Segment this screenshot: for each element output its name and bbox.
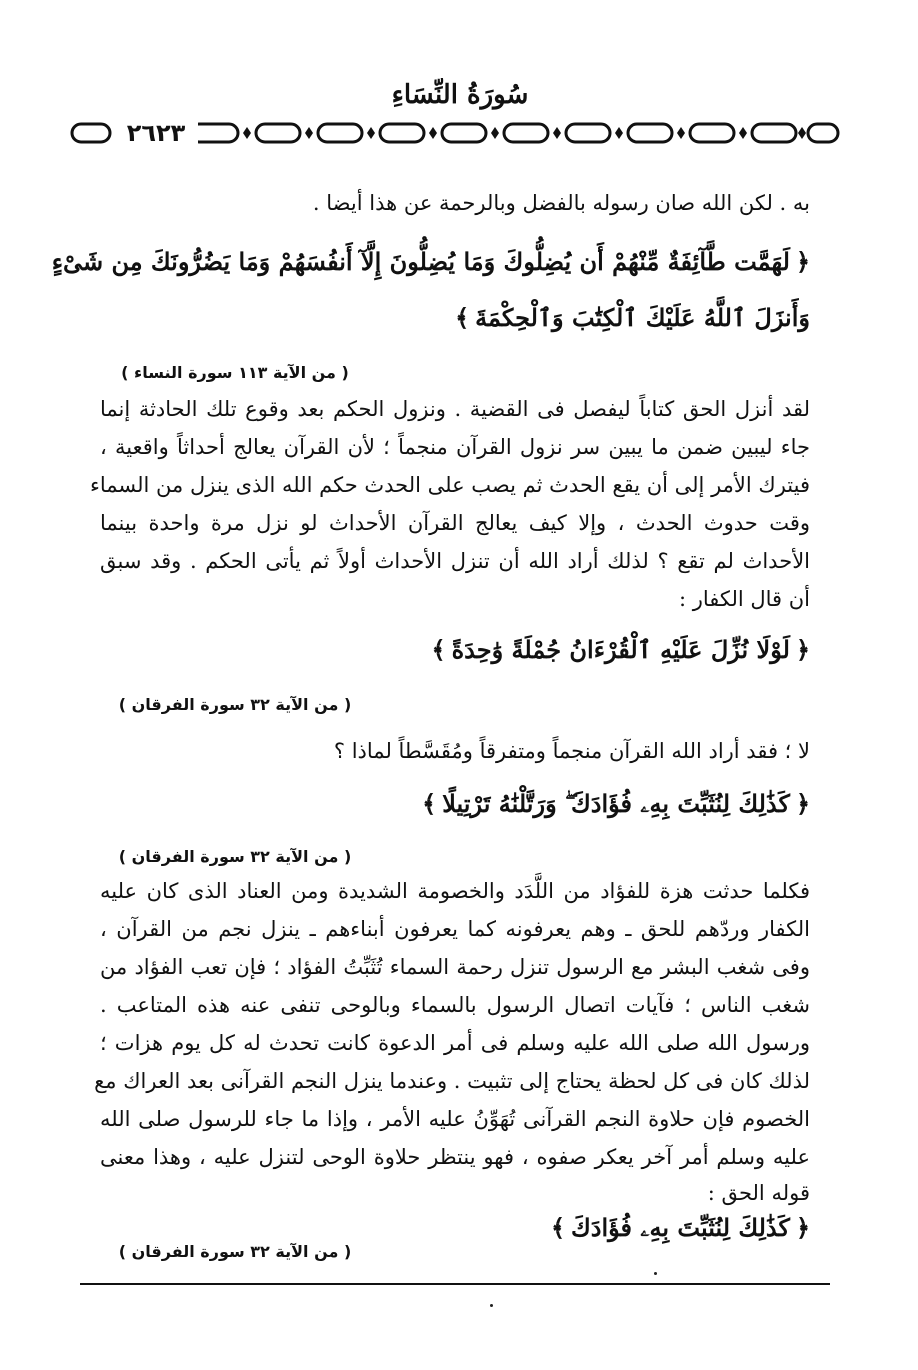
surah-title: سُورَةُ النِّسَاءِ: [391, 80, 529, 110]
verse-4-text: كَذَٰلِكَ لِنُثَبِّتَ بِهِۦ فُؤَادَكَ: [571, 1213, 790, 1242]
paragraph-2-line: الكفار وردّهم للحق ـ وهم يعرفونه كما يعرفون أبناءهم ـ ينزل نجم من القرآن ،: [100, 917, 810, 941]
verse-1-line-1: [51, 242, 810, 282]
verse-3-text: كَذَٰلِكَ لِنُثَبِّتَ بِهِۦ فُؤَادَكَ ۖ وَرَتَّلْنَٰهُ تَرْتِيلًا: [442, 789, 790, 818]
paragraph-1-line: أن قال الكفار :: [678, 587, 810, 611]
header-border: [70, 118, 840, 148]
paragraph-2-line: شغب الناس ؛ فآيات اتصال الرسول بالسماء وبالوحى تنفى عنه هذه المتاعب .: [100, 993, 810, 1017]
answer-line: لا ؛ فقد أراد الله القرآن منجماً ومتفرقاً ومُقَسَّطاً لماذا ؟: [333, 739, 810, 763]
speck-dot: [654, 1272, 657, 1275]
paragraph-1-line: فيترك الأمر إلى أن يقع الحدث ثم يصب على الحدث حكم الله الذى ينزل من السماء: [90, 473, 810, 497]
verse-close-bracket: [432, 635, 452, 664]
paragraph-2-line: ورسول الله صلى الله عليه وسلم فى أمر الدعوة كانت تحدث له كل يوم هزات ؛: [100, 1031, 810, 1055]
footer-rule: [80, 1283, 830, 1285]
verse-3-reference: ( من الآية ٣٢ سورة الفرقان ): [118, 847, 352, 866]
paragraph-2-line: وفى شغب البشر مع الرسول تنزل رحمة السماء تُثَبِّتُ الفؤاد ؛ فإن تعب الفؤاد من: [100, 955, 810, 979]
verse-open-bracket: [790, 1213, 810, 1242]
paragraph-2-line: الخصوم فإن حلاوة النجم القرآنى تُهَوِّنُ عليه الأمر ، وإذا ما جاء للرسول صلى الله: [100, 1107, 810, 1131]
paragraph-2-line: عليه وسلم أمر آخر يعكر صفوه ، فهو ينتظر حلاوة الوحى لتنزل عليه ، وهذا معنى: [100, 1145, 810, 1169]
paragraph-1-line: الأحداث لم تقع ؟ لذلك أراد الله أن تنزل الأحداث أولاً ثم يأتى الحكم . وقد سبق: [100, 549, 810, 573]
verse-1-text-2: وَأَنزَلَ ٱللَّهُ عَلَيْكَ ٱلْكِتَٰبَ وَٱلْحِكْمَةَ: [475, 303, 810, 332]
paragraph-2-line: قوله الحق :: [707, 1181, 810, 1205]
page-number: ٢٦٢٣: [114, 118, 198, 148]
verse-close-bracket: [422, 789, 442, 818]
speck-dot: [490, 1304, 493, 1307]
verse-2-reference: ( من الآية ٣٢ سورة الفرقان ): [118, 695, 352, 714]
verse-1-line-2: [150, 298, 810, 338]
paragraph-1-line: لقد أنزل الحق كتاباً ليفصل فى القضية . ونزول الحكم بعد وقوع تلك الحادثة إنما: [100, 397, 810, 421]
paragraph-2-line: لذلك كان فى كل لحظة يحتاج إلى تثبيت . وعندما ينزل النجم القرآنى بعد العراك مع: [94, 1069, 810, 1093]
intro-line: به . لكن الله صان رسوله بالفضل وبالرحمة عن هذا أيضا .: [312, 191, 810, 215]
verse-close-bracket: [455, 303, 475, 332]
verse-1-text-1: لَهَمَّت طَّآئِفَةٌ مِّنْهُمْ أَن يُضِلُّوكَ وَمَا يُضِلُّونَ إِلَّآ أَنفُسَهُمْ وَمَا يَضُرُّونَكَ مِن شَىْءٍ: [51, 247, 790, 276]
paragraph-1-line: جاء ليبين ضمن ما يبين سر نزول القرآن منجماً ؛ لأن القرآن يعالج أحداثاً واقعية ،: [100, 435, 810, 459]
verse-open-bracket: [790, 247, 810, 276]
verse-2-text: لَوْلَا نُزِّلَ عَلَيْهِ ٱلْقُرْءَانُ جُمْلَةً وَٰحِدَةً: [451, 635, 790, 664]
verse-close-bracket: [551, 1213, 571, 1242]
verse-open-bracket: [790, 635, 810, 664]
verse-4-reference: ( من الآية ٣٢ سورة الفرقان ): [118, 1242, 352, 1261]
verse-3: [150, 784, 810, 824]
paragraph-2-line: فكلما حدثت هزة للفؤاد من اللَّدَد والخصومة الشديدة ومن العناد الذى كان عليه: [100, 879, 810, 903]
verse-1-reference: ( من الآية ١١٣ سورة النساء ): [121, 363, 349, 382]
paragraph-1-line: وقت حدوث الحدث ، وإلا كيف يعالج القرآن الأحداث لو نزل مرة واحدة بينما: [100, 511, 810, 535]
verse-2: [150, 630, 810, 670]
verse-open-bracket: [790, 789, 810, 818]
